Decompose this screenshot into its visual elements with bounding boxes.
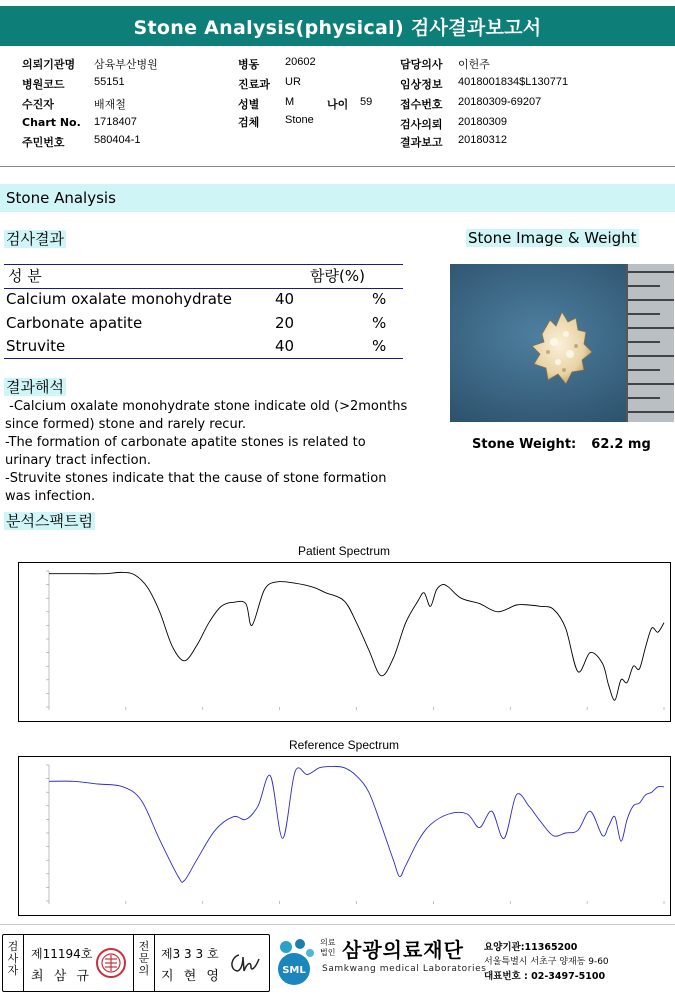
component-value: 40 bbox=[275, 337, 295, 355]
reference-spectrum-svg bbox=[19, 757, 670, 915]
org-name: 삼광의료재단 bbox=[342, 938, 464, 962]
col-header-content: 함량(%) bbox=[310, 267, 365, 285]
interpretation-line: urinary tract infection. bbox=[5, 453, 151, 468]
stone-image-heading-text: Stone Image & Weight bbox=[468, 229, 637, 247]
age-label: 나이 bbox=[327, 98, 349, 111]
info-label: 진료과 bbox=[238, 78, 270, 91]
org-logo bbox=[272, 937, 318, 987]
interpretation-heading-text: 결과해석 bbox=[6, 378, 64, 396]
interpretation-line: -Calcium oxalate monohydrate stone indicate old (>2months bbox=[5, 399, 408, 414]
divider bbox=[23, 935, 24, 991]
info-label: 성별 bbox=[238, 98, 260, 111]
info-value: 20602 bbox=[285, 56, 316, 68]
info-label: 검사의뢰 bbox=[400, 118, 443, 131]
info-label: 병동 bbox=[238, 58, 260, 71]
component-value: 40 bbox=[275, 290, 295, 308]
info-value: 20180312 bbox=[458, 134, 507, 146]
inspector-name: 최 삼 규 bbox=[31, 969, 92, 984]
spectrum-series-line bbox=[49, 766, 664, 882]
org-code: 요양기관:11365200 bbox=[484, 942, 578, 953]
info-value: 55151 bbox=[94, 76, 125, 88]
org-phone: 대표번호 : 02-3497-5100 bbox=[484, 971, 606, 982]
age-value: 59 bbox=[360, 96, 373, 108]
stone-weight bbox=[472, 437, 651, 452]
divider bbox=[0, 924, 675, 925]
patient-spectrum-title: Patient Spectrum bbox=[297, 544, 391, 558]
spectrum-heading-text: 분석스팩트럼 bbox=[6, 512, 93, 530]
stone-image-heading bbox=[466, 228, 639, 247]
component-unit: % bbox=[372, 314, 387, 332]
spectrum-series-line bbox=[49, 572, 664, 700]
divider bbox=[154, 935, 155, 991]
stone-weight-unit: mg bbox=[627, 437, 651, 452]
component-unit: % bbox=[372, 290, 387, 308]
inspector-label-char: 자 bbox=[7, 964, 19, 977]
inspector-label bbox=[6, 941, 20, 977]
info-label: 결과보고 bbox=[400, 136, 443, 149]
info-label: 병원코드 bbox=[22, 78, 65, 91]
interpretation-line: -The formation of carbonate apatite stones is related to bbox=[5, 435, 366, 450]
specialist-label-char: 의 bbox=[138, 964, 150, 977]
interpretation-line: since formed) stone and rarely recur. bbox=[5, 417, 246, 432]
stone-weight-value: 62.2 bbox=[591, 437, 624, 452]
info-label: 검체 bbox=[238, 116, 260, 129]
interpretation-heading bbox=[4, 376, 66, 397]
info-value: UR bbox=[285, 76, 301, 88]
info-value: 1718407 bbox=[94, 116, 137, 128]
seal-stamp-icon bbox=[95, 947, 127, 979]
info-label: 수진자 bbox=[22, 98, 54, 111]
info-value: 4018001834$L130771 bbox=[458, 76, 569, 88]
col-header-component: 성 분 bbox=[8, 267, 42, 285]
component-name: Struvite bbox=[6, 337, 66, 355]
signature-box bbox=[2, 934, 270, 992]
component-name: Calcium oxalate monohydrate bbox=[6, 290, 233, 308]
interpretation-line: was infection. bbox=[5, 489, 96, 504]
patient-info bbox=[0, 52, 675, 152]
specialist-label bbox=[137, 941, 151, 977]
stone-weight-label: Stone Weight: bbox=[472, 437, 577, 452]
info-label: 주민번호 bbox=[22, 136, 65, 149]
stone-photo-svg bbox=[450, 264, 674, 422]
spectrum-heading bbox=[4, 510, 95, 531]
org-english: Samkwang medical Laboratories bbox=[322, 964, 487, 974]
divider bbox=[0, 166, 675, 167]
table-rule-header bbox=[4, 288, 403, 289]
org-logo-icon bbox=[272, 937, 318, 987]
logo-text: SML bbox=[282, 965, 306, 976]
org-address: 서울특별시 서초구 양재동 9-60 bbox=[484, 957, 609, 967]
info-value: 20180309-69207 bbox=[458, 96, 542, 108]
info-label: 담당의사 bbox=[400, 58, 443, 71]
component-value: 20 bbox=[275, 314, 295, 332]
seal-stamp bbox=[95, 947, 127, 979]
info-label: 접수번호 bbox=[400, 98, 443, 111]
specialist-label-char: 전 bbox=[138, 940, 150, 953]
results-heading bbox=[4, 228, 66, 249]
info-value: 배재철 bbox=[94, 99, 126, 111]
reference-spectrum-chart bbox=[18, 756, 671, 916]
results-heading-text: 검사결과 bbox=[6, 230, 64, 248]
reference-spectrum-title: Reference Spectrum bbox=[288, 738, 400, 752]
patient-spectrum-svg bbox=[19, 563, 670, 721]
info-label: Chart No. bbox=[22, 116, 81, 129]
divider bbox=[133, 935, 134, 991]
signature-icon bbox=[227, 949, 263, 977]
interpretation-line: -Struvite stones indicate that the cause of stone formation bbox=[5, 471, 387, 486]
org-prefix: 의료 법인 bbox=[320, 938, 336, 957]
section-title: Stone Analysis bbox=[0, 184, 675, 212]
inspector-label-char: 검 bbox=[7, 940, 19, 953]
inspector-id: 제11194호 bbox=[31, 947, 93, 961]
signature-scribble bbox=[227, 949, 263, 981]
stone-photo bbox=[450, 264, 674, 422]
info-label: 임상정보 bbox=[400, 78, 443, 91]
info-label: 의뢰기관명 bbox=[22, 58, 76, 71]
info-value: 20180309 bbox=[458, 116, 507, 128]
specialist-label-char: 문 bbox=[138, 952, 150, 965]
component-name: Carbonate apatite bbox=[6, 314, 143, 332]
component-unit: % bbox=[372, 337, 387, 355]
inspector-label-char: 사 bbox=[7, 952, 19, 965]
specialist-name: 지 현 영 bbox=[161, 969, 222, 984]
patient-spectrum-chart bbox=[18, 562, 671, 722]
report-title: Stone Analysis(physical) 검사결과보고서 bbox=[0, 6, 675, 46]
specialist-id: 제3 3 3 호 bbox=[161, 947, 219, 961]
info-value: 580404-1 bbox=[94, 134, 141, 146]
interpretation-text bbox=[5, 398, 445, 506]
info-value: 삼육부산병원 bbox=[94, 59, 158, 71]
table-rule-bottom bbox=[4, 358, 403, 359]
info-value: Stone bbox=[285, 114, 314, 126]
info-value: M bbox=[285, 96, 295, 108]
info-value: 이헌주 bbox=[458, 59, 490, 71]
